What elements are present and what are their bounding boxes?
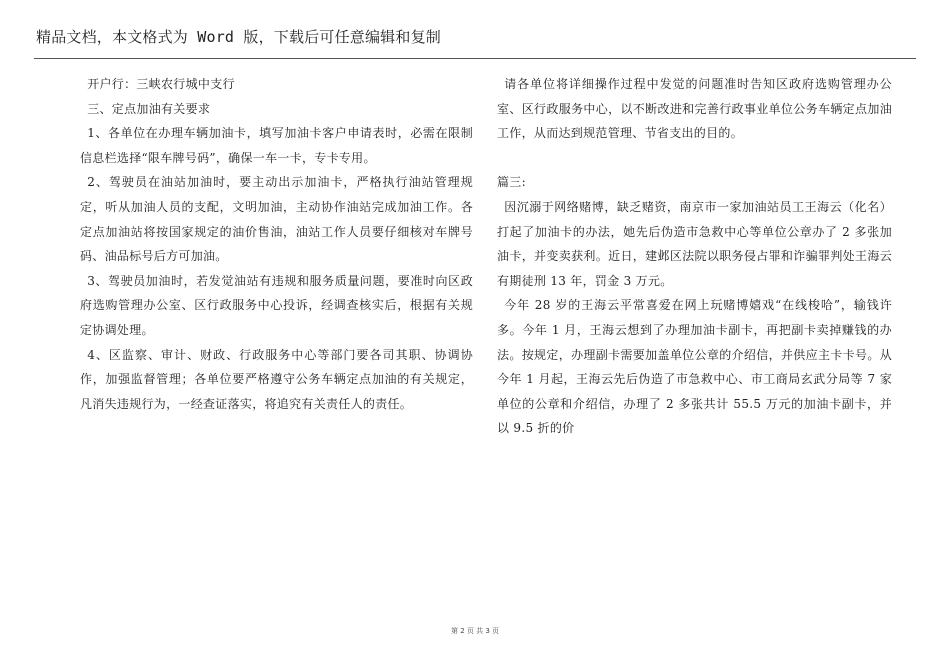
requirement-1-paragraph: 1、各单位在办理车辆加油卡，填写加油卡客户申请表时，必需在限制信息栏选择“限车牌号码”，确保一车一卡，专卡专用。 xyxy=(80,126,473,165)
bank-info-paragraph: 开户行：三峡农行城中支行 xyxy=(87,77,235,91)
case-detail-paragraph: 今年 28 岁的王海云平常喜爱在网上玩赌博嬉戏“在线梭哈”，输钱许多。今年 1 月，王海云想到了办理加油卡副卡，再把副卡卖掉赚钱的办法。按规定，办理副卡需要加盖单位公章的介绍信，并供应主卡卡号。从今年 1 月起，王海云先后伪造了市急救中心、市工商局玄武分局等 7 家单位的公章和介绍信，办理了 2 多张共计 55.5 万元的加油卡副卡，并以 9.5 折的价 xyxy=(497,298,892,436)
right-column xyxy=(497,72,892,441)
left-column xyxy=(80,72,473,416)
closing-paragraph: 请各单位将详细操作过程中发觉的问题准时告知区政府选购管理办公室、区行政服务中心，以不断改进和完善行政事业单位公务车辆定点加油工作，从而达到规范管理、节省支出的目的。 xyxy=(497,77,892,141)
section-heading: 三、定点加油有关要求 xyxy=(87,101,211,116)
document-header: 精品文档，本文格式为 Word 版，下载后可任意编辑和复制 xyxy=(36,28,441,46)
requirement-4-paragraph: 4、区监察、审计、财政、行政服务中心等部门要各司其职、协调协作，加强监督管理；各单位要严格遵守公务车辆定点加油的有关规定，凡消失违规行为，一经查证落实，将追究有关责任人的责任。 xyxy=(80,347,473,411)
part-three-heading: 篇三: xyxy=(497,175,526,190)
case-intro-paragraph: 因沉溺于网络赌博，缺乏赌资，南京市一家加油站员工王海云（化名）打起了加油卡的办法，她先后伪造市急救中心等单位公章办了 2 多张加油卡，并变卖获利。近日，建邺区法院以职务侵占罪和诈骗罪判处王海云有期徒刑 13 年，罚金 3 万元。 xyxy=(497,199,892,288)
header-divider xyxy=(34,58,916,59)
page-number: 第 2 页 共 3 页 xyxy=(450,627,500,635)
requirement-3-paragraph: 3、驾驶员加油时，若发觉油站有违规和服务质量问题，要准时向区政府选购管理办公室、区行政服务中心投诉，经调查核实后，根据有关规定协调处理。 xyxy=(80,273,473,337)
requirement-2-paragraph: 2、驾驶员在油站加油时，要主动出示加油卡，严格执行油站管理规定，听从加油人员的支配，文明加油，主动协作油站完成加油工作。各定点加油站将按国家规定的油价售油，油站工作人员要仔细核对车牌号码、油品标号后方可加油。 xyxy=(80,175,473,264)
